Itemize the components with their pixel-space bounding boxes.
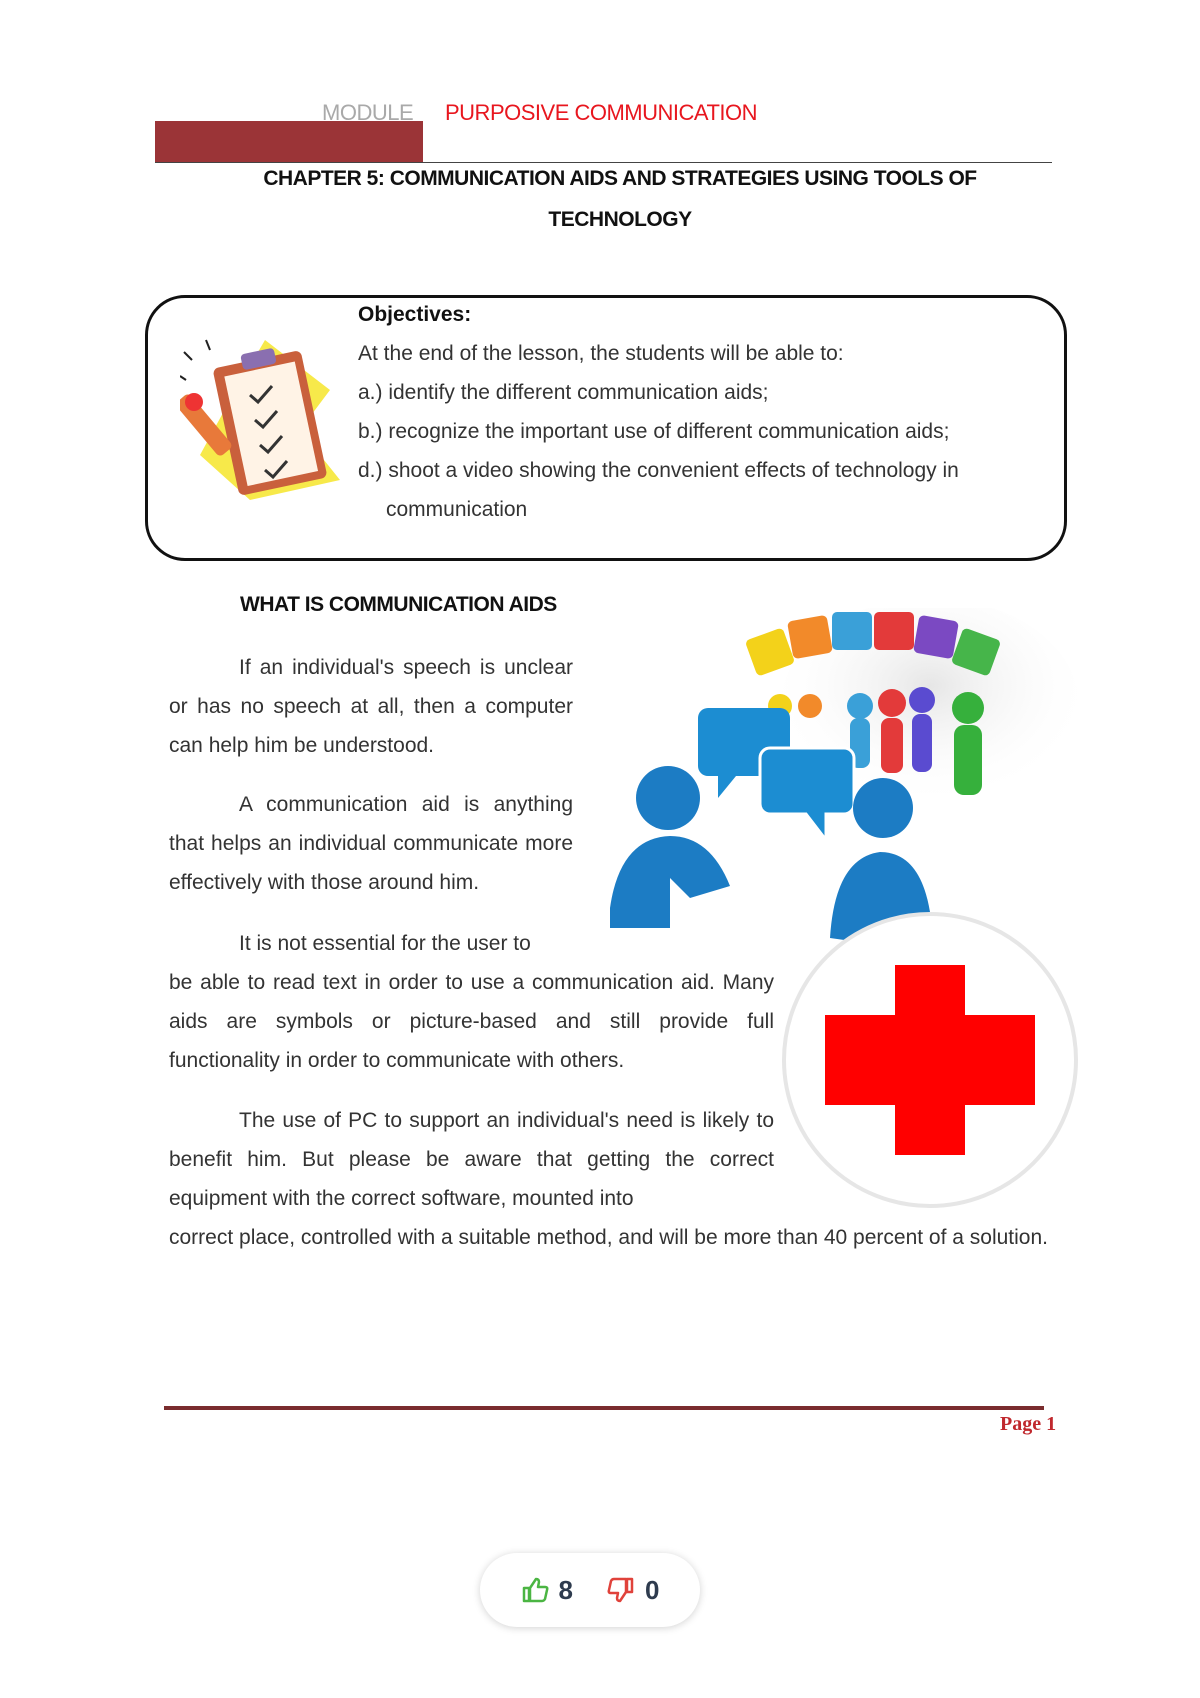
module-label: MODULE: [322, 100, 414, 125]
communication-people-illustration: [600, 608, 1080, 948]
page-number: Page 1: [1000, 1413, 1057, 1435]
vote-widget: [480, 1553, 700, 1627]
chapter-title: CHAPTER 5: COMMUNICATION AIDS AND STRATEGIES USING TOOLS OF TECHNOLOGY: [263, 167, 977, 231]
paragraph: correct place, controlled with a suitable method, and will be more than 40 percent of a solution.: [169, 1226, 1048, 1249]
paragraph: It is not essential for the user to: [239, 932, 531, 955]
like-button[interactable]: [521, 1575, 573, 1606]
paragraph: If an individual's speech is unclear or has no speech at all, then a computer can help him be understood.: [169, 656, 573, 757]
thumbs-up-icon: [521, 1576, 549, 1604]
module-title: PURPOSIVE COMMUNICATION: [445, 100, 758, 125]
objective-item: communication: [386, 498, 528, 521]
like-count: 8: [558, 1574, 573, 1605]
objective-item: b.) recognize the important use of different communication aids;: [358, 420, 950, 443]
dislike-count: 0: [645, 1574, 660, 1605]
section-heading: WHAT IS COMMUNICATION AIDS: [240, 593, 557, 616]
objectives-heading: Objectives:: [358, 303, 472, 326]
paragraph: be able to read text in order to use a communication aid. Many aids are symbols or picture-based and still provide full functionality in order to communicate with others.: [169, 971, 774, 1072]
header-bar: [155, 121, 423, 163]
objective-item: a.) identify the different communication aids;: [358, 381, 769, 404]
paragraph: A communication aid is anything that helps an individual communicate more effectively with those around him.: [169, 793, 573, 894]
clipboard-checklist-icon: [180, 330, 350, 505]
red-cross-icon: [780, 910, 1080, 1210]
objective-item: d.) shoot a video showing the convenient effects of technology in: [358, 459, 959, 482]
footer-divider: [164, 1406, 1044, 1410]
dislike-button[interactable]: [607, 1575, 659, 1606]
thumbs-down-icon: [607, 1576, 635, 1604]
objectives-text: [358, 295, 1038, 529]
objectives-intro: At the end of the lesson, the students will be able to:: [358, 342, 844, 365]
paragraph: The use of PC to support an individual's need is likely to benefit him. But please be aware that getting the correct equipment with the correct software, mounted into: [169, 1109, 774, 1210]
